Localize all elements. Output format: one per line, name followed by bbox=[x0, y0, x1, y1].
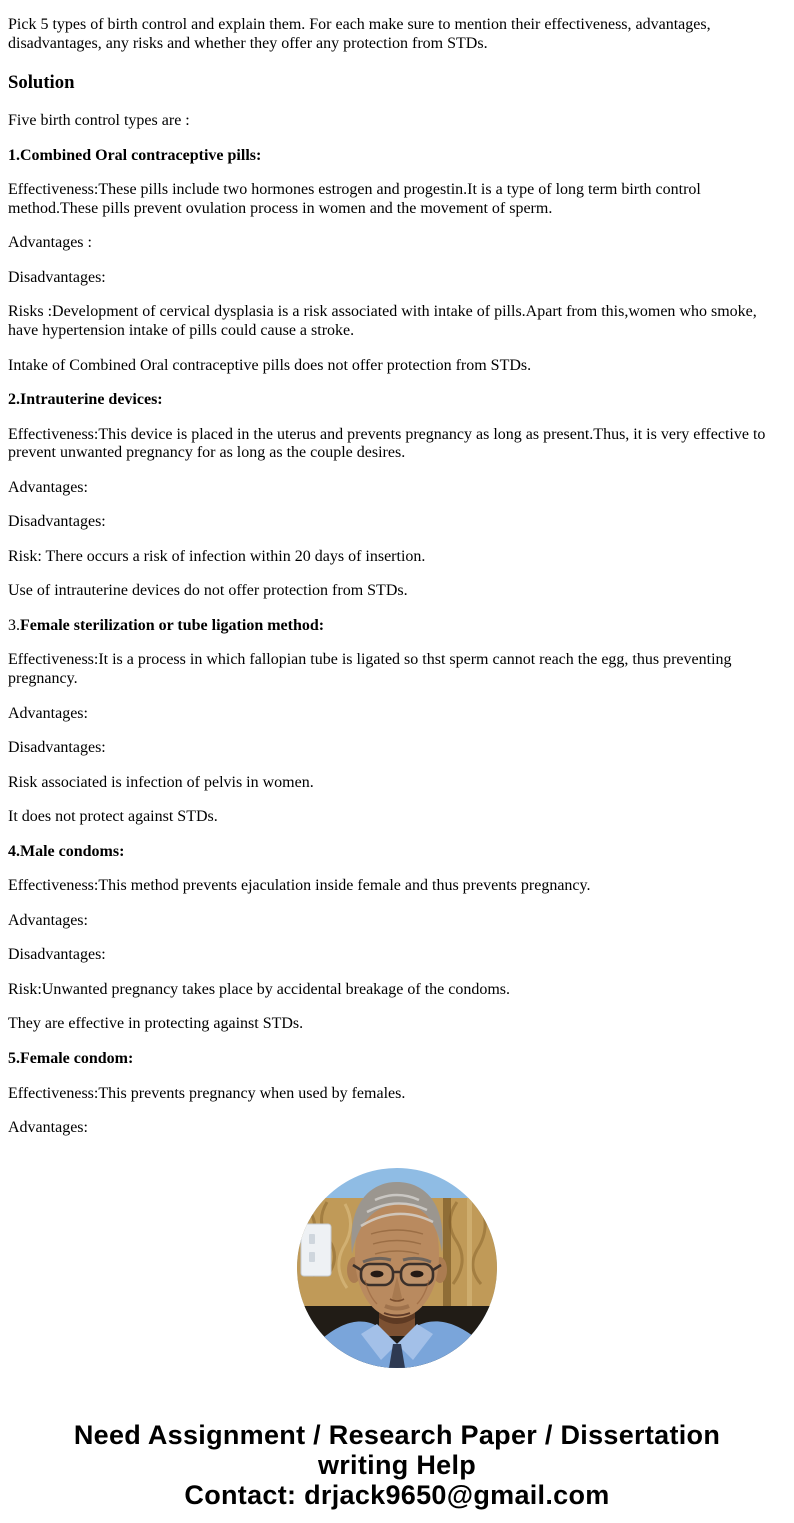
solution-paragraph: Effectiveness:This device is placed in the uterus and prevents pregnancy as long as present.Thus, it is very effective to prevent unwanted pregnancy for as long as the couple desires. bbox=[8, 425, 766, 462]
solution-paragraph: Advantages: bbox=[8, 704, 88, 722]
solution-paragraph: Effectiveness:This prevents pregnancy when used by females. bbox=[8, 1084, 406, 1102]
solution-paragraph: Risk:Unwanted pregnancy takes place by accidental breakage of the condoms. bbox=[8, 980, 511, 998]
contact-email-line: Contact: drjack9650@gmail.com bbox=[184, 1479, 610, 1510]
footer-line-1: Need Assignment / Research Paper / Dissertation bbox=[73, 1419, 721, 1450]
solution-paragraph: Risk associated is infection of pelvis in women. bbox=[8, 773, 314, 791]
solution-paragraph: Effectiveness:These pills include two hormones estrogen and progestin.It is a type of long term birth control method.These pills prevent ovulation process in women and the movement of sperm. bbox=[8, 181, 701, 217]
footer-banner bbox=[8, 1420, 786, 1510]
solution-intro: Five birth control types are : bbox=[8, 112, 190, 130]
solution-paragraph bbox=[8, 617, 786, 636]
solution-paragraph: Use of intrauterine devices do not offer protection from STDs. bbox=[8, 582, 408, 600]
solution-heading: Solution bbox=[8, 71, 75, 93]
section-number: 3. bbox=[8, 616, 20, 634]
solution-paragraph: 1.Combined Oral contraceptive pills: bbox=[8, 146, 262, 164]
question-text: Pick 5 types of birth control and explain them. For each make sure to mention their effectiveness, advantages, disadvantages, any risks and whether they offer any protection from STDs. bbox=[8, 16, 711, 52]
solution-paragraph: Risks :Development of cervical dysplasia is a risk associated with intake of pills.Apart from this,women who smoke, have hypertension intake of pills could cause a stroke. bbox=[8, 303, 757, 339]
solution-paragraph: Advantages: bbox=[8, 478, 88, 496]
solution-paragraph: They are effective in protecting against STDs. bbox=[8, 1015, 304, 1033]
footer-line-2: writing Help bbox=[317, 1449, 477, 1480]
solution-paragraph: Effectiveness:It is a process in which fallopian tube is ligated so thst sperm cannot reach the egg, thus preventing pregnancy. bbox=[8, 651, 732, 687]
solution-paragraph: 2.Intrauterine devices: bbox=[8, 391, 163, 409]
solution-paragraph: It does not protect against STDs. bbox=[8, 808, 218, 826]
solution-paragraph: Advantages: bbox=[8, 1119, 88, 1137]
solution-paragraph: 4.Male condoms: bbox=[8, 842, 125, 860]
solution-paragraph: Advantages: bbox=[8, 911, 88, 929]
solution-paragraph: Disadvantages: bbox=[8, 513, 106, 531]
solution-paragraph: Intake of Combined Oral contraceptive pills does not offer protection from STDs. bbox=[8, 356, 532, 374]
solution-paragraph: Advantages : bbox=[8, 234, 92, 252]
avatar bbox=[297, 1168, 497, 1368]
avatar-container bbox=[8, 1168, 786, 1368]
section-title: Female sterilization or tube ligation method: bbox=[20, 616, 325, 634]
solution-paragraph: Disadvantages: bbox=[8, 739, 106, 757]
solution-paragraph: Disadvantages: bbox=[8, 946, 106, 964]
solution-paragraph: 5.Female condom: bbox=[8, 1050, 134, 1068]
solution-paragraph: Effectiveness:This method prevents ejaculation inside female and thus prevents pregnancy. bbox=[8, 877, 591, 895]
solution-paragraph: Risk: There occurs a risk of infection within 20 days of insertion. bbox=[8, 547, 426, 565]
solution-paragraph: Disadvantages: bbox=[8, 268, 106, 286]
